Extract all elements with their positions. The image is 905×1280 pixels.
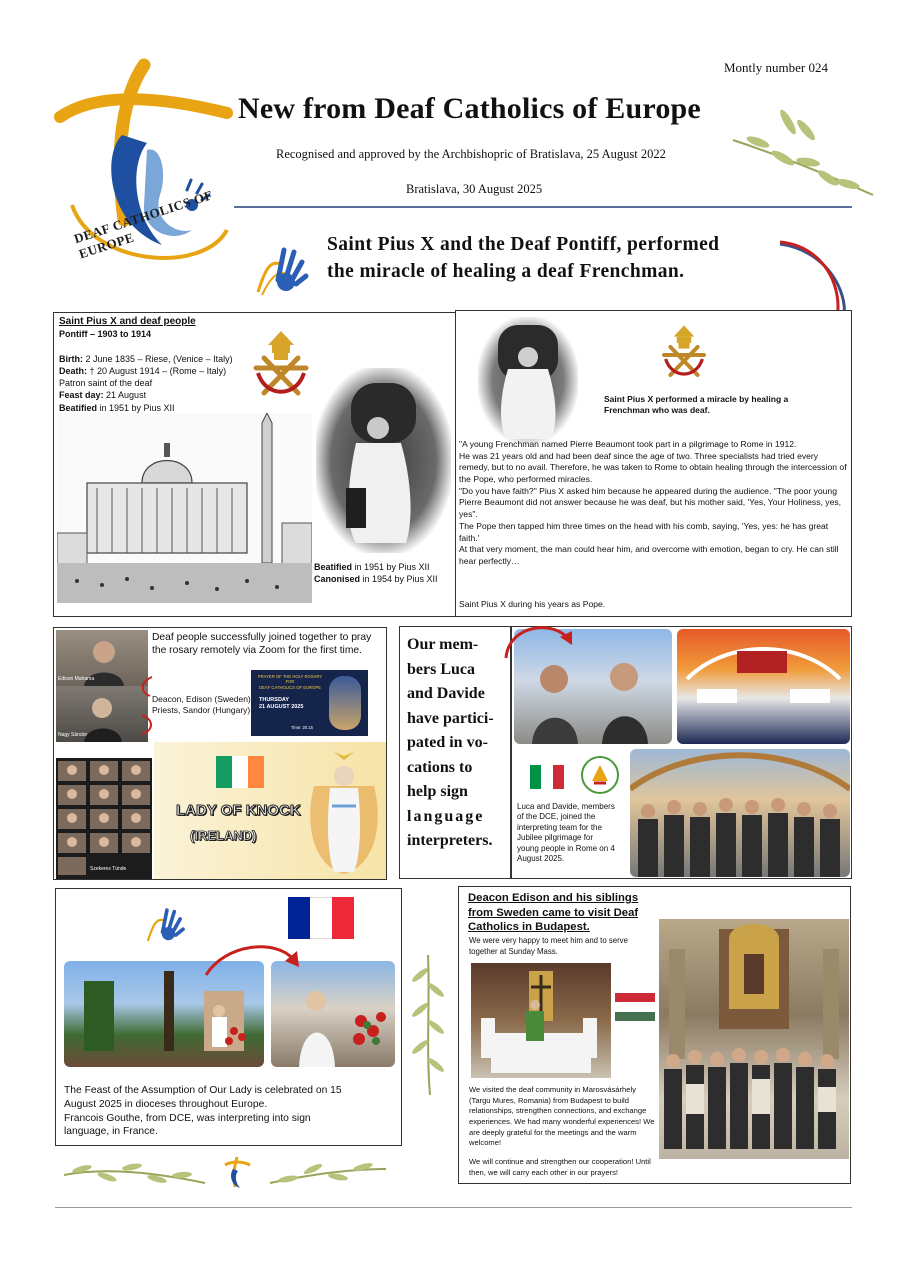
poster-line-3: DEAF CATHOLICS OF EUROPE — [259, 684, 321, 690]
birth-value: 2 June 1835 – Riese, (Venice – Italy) — [83, 354, 233, 364]
budapest-title-line-3: Catholics in Budapest. — [468, 921, 590, 934]
budapest-title — [468, 891, 638, 935]
miracle-caption — [604, 394, 788, 417]
pius-bio-box — [53, 312, 456, 617]
assumption-line-1: The Feast of the Assumption of Our Lady is celebrated on 15 — [64, 1085, 342, 1096]
jubilee-caption-line-3: interpreting team for the — [517, 822, 602, 832]
caption-beatified-value: in 1951 by Pius XII — [352, 562, 430, 572]
pius-photo-caption — [314, 561, 454, 585]
budapest-title-line-2: from Sweden came to visit Deaf — [468, 906, 639, 919]
poster-line-1: PRAYER OF THE HOLY ROSARY — [257, 674, 323, 679]
footer-olive-right-icon — [268, 1155, 388, 1195]
header-divider — [234, 206, 852, 208]
birth-label: Birth: — [59, 354, 83, 364]
jubilee-logo-icon — [580, 755, 620, 795]
assumption-box — [55, 888, 402, 1146]
poster-day: THURSDAY — [259, 697, 290, 703]
members-line-5: pated in vo- — [407, 734, 488, 751]
knock-title: LADY OF KNOCK — [176, 802, 301, 819]
members-line-2: bers Luca — [407, 660, 475, 678]
miracle-paragraph-4: The Pope then tapped him three times on the head with his comb, saying, 'Yes, yes: he has great faith.' — [459, 520, 829, 543]
deacon-line: Deacon, Edison (Sweden) — [152, 694, 251, 704]
members-line-7: help sign — [407, 783, 468, 800]
small-arrow-icon-2 — [140, 714, 154, 736]
jubilee-caption — [517, 802, 615, 864]
jubilee-caption-line-5: young people in Rome on 4 — [517, 843, 615, 853]
caption-canonised-label: Canonised — [314, 574, 361, 585]
zoom-name-1: Nagy Sándor — [58, 732, 88, 738]
caption-beatified-label: Beatified — [314, 562, 353, 572]
hungary-flag-icon — [615, 993, 655, 1021]
footer-olive-left-icon — [62, 1155, 207, 1195]
members-line-6: cations to — [407, 758, 473, 776]
jubilee-caption-line-2: of the DCE, joined the — [517, 812, 596, 822]
sign-hand-icon-2 — [142, 901, 186, 945]
miracle-paragraph-5: At that very moment, the man could hear him, and overcome with emotion, began to cry. He can still hear perfectly… — [459, 544, 839, 566]
lady-of-knock-panel — [154, 742, 387, 880]
budapest-box — [458, 886, 851, 1184]
knock-country: (IRELAND) — [190, 828, 257, 843]
poster-line-2: FOR — [285, 679, 295, 685]
page-title: New from Deaf Catholics of Europe — [238, 92, 701, 125]
basilica-illustration — [57, 413, 312, 603]
footer-logo-icon — [222, 1155, 252, 1195]
budapest-intro — [469, 936, 628, 957]
assumption-line-4: language, in France. — [64, 1126, 158, 1138]
members-text — [407, 633, 507, 854]
zoom-grid — [56, 758, 152, 879]
poster-date: 21 AUGUST 2025 — [259, 704, 304, 711]
sign-hand-icon — [250, 240, 310, 295]
jubilee-caption-line-1: Luca and Davide, members — [517, 802, 615, 811]
miracle-caption-line-1: Saint Pius X performed a miracle by healing a — [604, 394, 789, 404]
miracle-paragraph-1: "A young Frenchman named Pierre Beaumont took part in a pilgrimage to Rome in 1912. — [459, 439, 797, 449]
miracle-caption-line-2: Frenchman who was deaf. — [604, 405, 710, 416]
assumption-line-2: August 2025 in dioceses throughout Europe. — [64, 1098, 268, 1110]
headline — [327, 231, 719, 285]
logo-text: DEAF CATHOLICS OF EUROPE — [72, 187, 215, 262]
papal-arms-icon-2 — [656, 319, 712, 383]
beatified-value: in 1951 by Pius XII — [97, 402, 175, 413]
jubilee-caption-line-4: Jubilee pilgrimage for — [517, 833, 594, 843]
rosary-box — [53, 627, 387, 880]
feast-value: 21 August — [103, 390, 147, 401]
ireland-flag-icon — [216, 756, 264, 788]
pius-bio-title: Saint Pius X and deaf people — [59, 316, 196, 327]
olive-branch-vertical-icon — [408, 955, 448, 1095]
members-line-3: and Davide — [407, 685, 485, 702]
budapest-intro-line-2: together at Sunday Mass. — [469, 946, 558, 956]
members-line-8: language — [407, 807, 485, 825]
rosary-poster — [251, 670, 368, 736]
feast-label: Feast day: — [59, 390, 104, 401]
group-photo — [630, 749, 850, 877]
papal-arms-icon — [246, 323, 316, 403]
budapest-intro-line-1: We were very happy to meet him and to serve — [469, 936, 628, 945]
patron-text: Patron saint of the deaf — [59, 378, 153, 389]
budapest-paragraph-2: We will continue and strengthen our cooperation! Until then, we will carry each other in our prayers! — [469, 1157, 651, 1177]
headline-line-1: Saint Pius X and the Deaf Pontiff, performed — [327, 234, 720, 255]
priest-line: Priests, Sandor (Hungary) — [152, 705, 251, 716]
poster-time: Time: 20.15 — [291, 725, 313, 730]
caption-canonised-value: in 1954 by Pius XII — [360, 574, 438, 585]
death-value: † 20 August 1914 – (Rome – Italy) — [87, 366, 227, 377]
church-group-photo — [659, 919, 849, 1159]
assumption-line-3: Francois Gouthe, from DCE, was interpreting into sign — [64, 1112, 311, 1124]
members-line-9: interpreters. — [407, 832, 493, 849]
olive-branch-icon — [728, 100, 878, 200]
assumption-text — [64, 1084, 399, 1139]
issue-number: Montly number 024 — [724, 60, 828, 75]
rosary-text: Deaf people successfully joined together to pray the rosary remotely via Zoom for the first time. — [152, 632, 372, 657]
pius-seated-photo — [478, 317, 578, 443]
miracle-footer: Saint Pius X during his years as Pope. — [459, 599, 606, 609]
death-label: Death: — [59, 366, 88, 377]
pius-portrait-photo — [316, 368, 451, 553]
zoom-speaker-photo-2 — [56, 686, 148, 742]
budapest-title-line-1: Deacon Edison and his siblings — [468, 892, 639, 904]
recognition-line: Recognised and approved by the Archbishopric of Bratislava, 25 August 2022 — [276, 147, 666, 161]
poster-madonna-image — [329, 676, 361, 730]
members-text-box — [399, 626, 511, 879]
jubilee-box — [511, 626, 852, 879]
footer-divider — [55, 1207, 852, 1208]
miracle-box — [455, 310, 852, 617]
deacon-priest-caption — [152, 694, 251, 716]
our-lady-statue-image — [304, 746, 384, 876]
date-line: Bratislava, 30 August 2025 — [406, 182, 543, 196]
headline-line-2: the miracle of healing a deaf Frenchman. — [327, 261, 685, 282]
zoom-speaker-photo-1 — [56, 630, 148, 686]
france-flag-icon — [288, 897, 354, 939]
beatified-label: Beatified — [59, 402, 98, 413]
small-arrow-icon-1 — [140, 676, 154, 698]
members-line-1: Our mem- — [407, 636, 479, 653]
miracle-story — [459, 439, 849, 568]
members-line-4: have partici- — [407, 709, 494, 727]
zoom-name-3: Edison Mahama — [58, 676, 95, 682]
italy-flag-icon — [530, 765, 564, 789]
mass-photo — [471, 963, 611, 1078]
zoom-name-2: Szekeres Tünde — [90, 866, 127, 872]
miracle-paragraph-2: He was 21 years old and had been deaf since the age of two. Three specialists had tried every remedy, but to no avail. Therefore, he was taken to Rome to obtain healing through the intercession of the Pope, who performed miracles. — [459, 450, 847, 485]
assumption-arrow-icon — [201, 941, 306, 981]
pius-bio-pontiff: Pontiff – 1903 to 1914 — [59, 329, 152, 339]
budapest-paragraph-1: We visited the deaf community in Marosvásárhely (Targu Mures, Romania) from Budapest to build relationships, strengthen connections, and exchange experiences. We had many wonderful experiences! We are deeply grateful for the meetings and the warm welcome! — [469, 1085, 655, 1148]
jubilee-caption-line-6: August 2025. — [517, 853, 565, 863]
miracle-paragraph-3: "Do you have faith?" Pius X asked him because he appeared during the audience. "The poor young Pierre Beaumont did not answer because he was deaf, but his mother said, 'Yes, Your Holiness, yes, yes". — [459, 485, 842, 520]
jubilee-stage-photo — [677, 629, 850, 744]
jubilee-arrow-icon — [498, 613, 578, 663]
